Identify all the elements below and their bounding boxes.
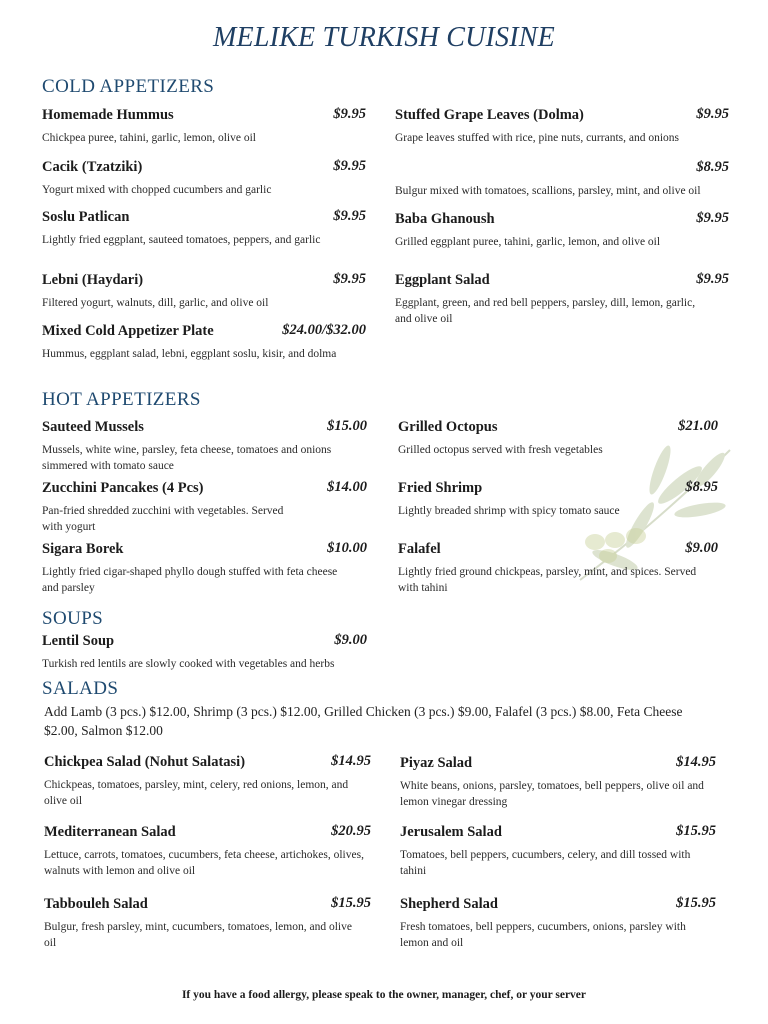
item-price: $15.95 — [676, 895, 716, 911]
item-description: Lightly breaded shrimp with spicy tomato sauce — [398, 505, 620, 517]
item-name: Homemade Hummus — [42, 107, 174, 123]
item-description: Yogurt mixed with chopped cucumbers and garlic — [42, 184, 272, 196]
item-price: $24.00/$32.00 — [282, 322, 366, 338]
item-name: Baba Ghanoush — [395, 211, 495, 227]
item-price: $8.95 — [685, 479, 718, 495]
item-name: Soslu Patlican — [42, 209, 130, 225]
item-price: $14.00 — [327, 479, 367, 495]
menu-item — [395, 106, 729, 146]
item-description: White beans, onions, parsley, tomatoes, bell peppers, olive oil and lemon vinegar dressing — [400, 780, 704, 808]
item-name: Mixed Cold Appetizer Plate — [42, 323, 214, 339]
menu-item — [42, 208, 366, 248]
item-price: $21.00 — [678, 418, 718, 434]
menu-item — [42, 271, 366, 311]
menu-item — [400, 823, 716, 879]
item-name: Fried Shrimp — [398, 480, 483, 496]
item-description: Grilled eggplant puree, tahini, garlic, lemon, and olive oil — [395, 236, 661, 248]
item-name: Grilled Octopus — [398, 419, 498, 435]
menu-item — [42, 322, 366, 362]
item-price: $15.95 — [331, 895, 371, 911]
item-name: Lentil Soup — [42, 633, 115, 649]
item-name: Cacik (Tzatziki) — [42, 159, 143, 175]
item-price: $9.95 — [696, 271, 729, 287]
item-price: $14.95 — [331, 753, 371, 769]
menu-item — [44, 753, 371, 809]
menu-item — [400, 895, 716, 951]
item-price: $10.00 — [327, 540, 367, 556]
allergy-notice: If you have a food allergy, please speak to the owner, manager, chef, or your server — [181, 989, 587, 1001]
item-price: $9.95 — [333, 158, 366, 174]
item-price: $9.95 — [333, 271, 366, 287]
item-name: Mediterranean Salad — [44, 824, 176, 840]
menu-item — [398, 540, 718, 596]
salad-addons: Add Lamb (3 pcs.) $12.00, Shrimp (3 pcs.) $12.00, Grilled Chicken (3 pcs.) $9.00, Falafel (3 pcs.) $8.00, Feta Cheese $2.00, Salmon $12.00 — [44, 704, 683, 738]
item-description: Fresh tomatoes, bell peppers, cucumbers, onions, parsley with lemon and oil — [400, 921, 686, 949]
item-description: Hummus, eggplant salad, lebni, eggplant soslu, kisir, and dolma — [42, 348, 337, 360]
item-description: Filtered yogurt, walnuts, dill, garlic, and olive oil — [42, 297, 269, 309]
item-description: Tomatoes, bell peppers, cucumbers, celery, and dill tossed with tahini — [400, 849, 691, 877]
section-title-salads: SALADS — [42, 678, 119, 699]
menu-item — [42, 158, 366, 198]
menu-item — [42, 479, 367, 535]
item-name: Jerusalem Salad — [400, 824, 502, 840]
item-price: $9.95 — [696, 210, 729, 226]
menu-title: MELIKE TURKISH CUISINE — [213, 22, 555, 53]
menu-item — [398, 418, 718, 458]
item-description: Lightly fried cigar-shaped phyllo dough stuffed with feta cheese and parsley — [42, 566, 338, 594]
item-name: Lebni (Haydari) — [42, 272, 144, 288]
menu-item — [395, 159, 729, 199]
item-price: $9.95 — [333, 106, 366, 122]
item-price: $15.00 — [327, 418, 367, 434]
menu-item — [42, 540, 367, 596]
item-name: Eggplant Salad — [395, 272, 490, 288]
item-name: Zucchini Pancakes (4 Pcs) — [42, 480, 204, 496]
item-price: $8.95 — [696, 159, 729, 175]
item-price: $14.95 — [676, 754, 716, 770]
item-description: Lettuce, carrots, tomatoes, cucumbers, feta cheese, artichokes, olives, walnuts with lemon and olive oil — [44, 849, 364, 877]
item-description: Mussels, white wine, parsley, feta cheese, tomatoes and onions simmered with tomato sauce — [42, 444, 332, 472]
item-price: $9.00 — [334, 632, 367, 648]
item-description: Bulgur, fresh parsley, mint, cucumbers, tomatoes, lemon, and olive oil — [44, 921, 352, 949]
menu-item — [42, 632, 367, 672]
item-description: Eggplant, green, and red bell peppers, parsley, dill, lemon, garlic, and olive oil — [395, 297, 696, 325]
item-name: Chickpea Salad (Nohut Salatasi) — [44, 754, 246, 770]
menu-item — [395, 271, 729, 327]
item-name: Shepherd Salad — [400, 896, 498, 912]
item-price: $20.95 — [331, 823, 371, 839]
menu-item — [395, 210, 729, 250]
section-title-cold-appetizers: COLD APPETIZERS — [42, 76, 215, 97]
item-name: Piyaz Salad — [400, 755, 473, 771]
item-name: Tabbouleh Salad — [44, 896, 148, 912]
item-name: Sigara Borek — [42, 541, 124, 557]
item-description: Turkish red lentils are slowly cooked with vegetables and herbs — [42, 658, 335, 670]
item-description: Chickpea puree, tahini, garlic, lemon, olive oil — [42, 132, 256, 144]
item-name: Sauteed Mussels — [42, 419, 144, 435]
item-description: Lightly fried eggplant, sauteed tomatoes, peppers, and garlic — [42, 234, 321, 246]
item-description: Grilled octopus served with fresh vegetables — [398, 444, 603, 456]
item-description: Grape leaves stuffed with rice, pine nuts, currants, and onions — [395, 132, 680, 144]
section-title-hot-appetizers: HOT APPETIZERS — [42, 389, 201, 410]
menu-item — [44, 823, 371, 879]
item-price: $9.00 — [685, 540, 718, 556]
menu-item — [400, 754, 716, 810]
item-name: Stuffed Grape Leaves (Dolma) — [395, 107, 584, 123]
menu-item — [42, 418, 367, 474]
item-price: $9.95 — [333, 208, 366, 224]
section-title-soups: SOUPS — [42, 608, 104, 629]
item-description: Bulgur mixed with tomatoes, scallions, parsley, mint, and olive oil — [395, 185, 701, 197]
menu-item — [44, 895, 371, 951]
menu-item — [42, 106, 366, 146]
menu-item — [398, 479, 718, 519]
item-price: $15.95 — [676, 823, 716, 839]
item-price: $9.95 — [696, 106, 729, 122]
item-description: Pan-fried shredded zucchini with vegetables. Served with yogurt — [42, 505, 284, 533]
item-name: Falafel — [398, 541, 441, 557]
item-description: Chickpeas, tomatoes, parsley, mint, celery, red onions, lemon, and olive oil — [44, 779, 349, 807]
item-description: Lightly fried ground chickpeas, parsley, mint, and spices. Served with tahini — [398, 566, 697, 594]
